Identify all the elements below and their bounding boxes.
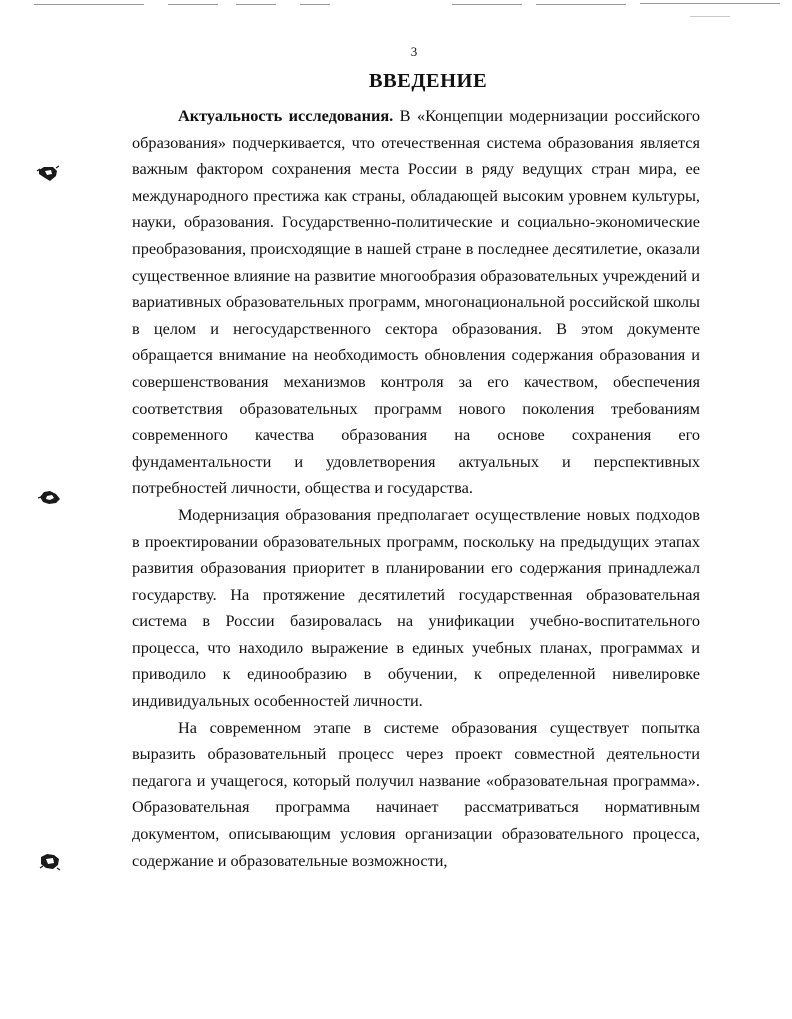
scan-edge-line xyxy=(690,16,730,17)
scan-edge-line xyxy=(452,4,522,5)
scan-edge-line xyxy=(300,4,330,5)
paragraph-text: В «Концепции модернизации российского образования» подчеркивается, что отечественная система образования является важным фактором сохранения места России в ряду ведущих стран мира, ее международного престижа как страны, обладающей высоким уровнем культуры, науки, образования. Государственно-политические и социально-экономические преобразования, происходящие в нашей стране в последнее десятилетие, оказали существенное влияние на развитие многообразия образовательных учреждений и вариативных образовательных программ, многонациональной российской школы в целом и негосударственного сектора образования. В этом документе обращается внимание на необходимость обновления содержания образования и совершенствования механизмов контроля за его качеством, обеспечения соответствия образовательных программ нового поколения требованиям современного качества образования на основе сохранения его фундаментальности и удовлетворения актуальных и перспективных потребностей личности, общества и государства. xyxy=(132,106,700,498)
paragraph-relevance xyxy=(132,103,700,502)
scan-edge-line xyxy=(168,4,218,5)
scan-edge-line xyxy=(640,3,780,4)
punch-hole-middle xyxy=(38,488,62,508)
paragraph-modernization: Модернизация образования предполагает осуществление новых подходов в проектировании образовательных программ, поскольку на предыдущих этапах развития образования приоритет в планировании его содержания принадлежал государству. На протяжение десятилетий государственная образовательная система в России базировалась на унификации учебно-воспитательного процесса, что находило выражение в единых учебных планах, программах и приводило к единообразию в обучении, к определенной нивелировке индивидуальных особенностей личности. xyxy=(132,504,700,711)
punch-hole-icon xyxy=(36,164,60,184)
punch-hole-bottom xyxy=(38,852,62,872)
scan-edge-line xyxy=(34,4,144,5)
scan-edge-line xyxy=(236,4,276,5)
punch-hole-icon xyxy=(38,852,62,872)
page-title: ВВЕДЕНИЕ xyxy=(368,70,488,92)
punch-hole-top xyxy=(36,164,60,184)
punch-hole-icon xyxy=(38,488,62,508)
paragraph-lead: Актуальность исследования. xyxy=(178,106,394,125)
document-body xyxy=(132,103,700,874)
scan-edge-line xyxy=(536,4,626,5)
page-number: 3 xyxy=(410,44,418,59)
paragraph-current-stage: На современном этапе в системе образования существует попытка выразить образовательный процесс через проект совместной деятельности педагога и учащегося, который получил название «образовательная программа». Образовательная программа начинает рассматриваться нормативным документом, описывающим условия организации образовательного процесса, содержание и образовательные возможности, xyxy=(132,717,700,870)
